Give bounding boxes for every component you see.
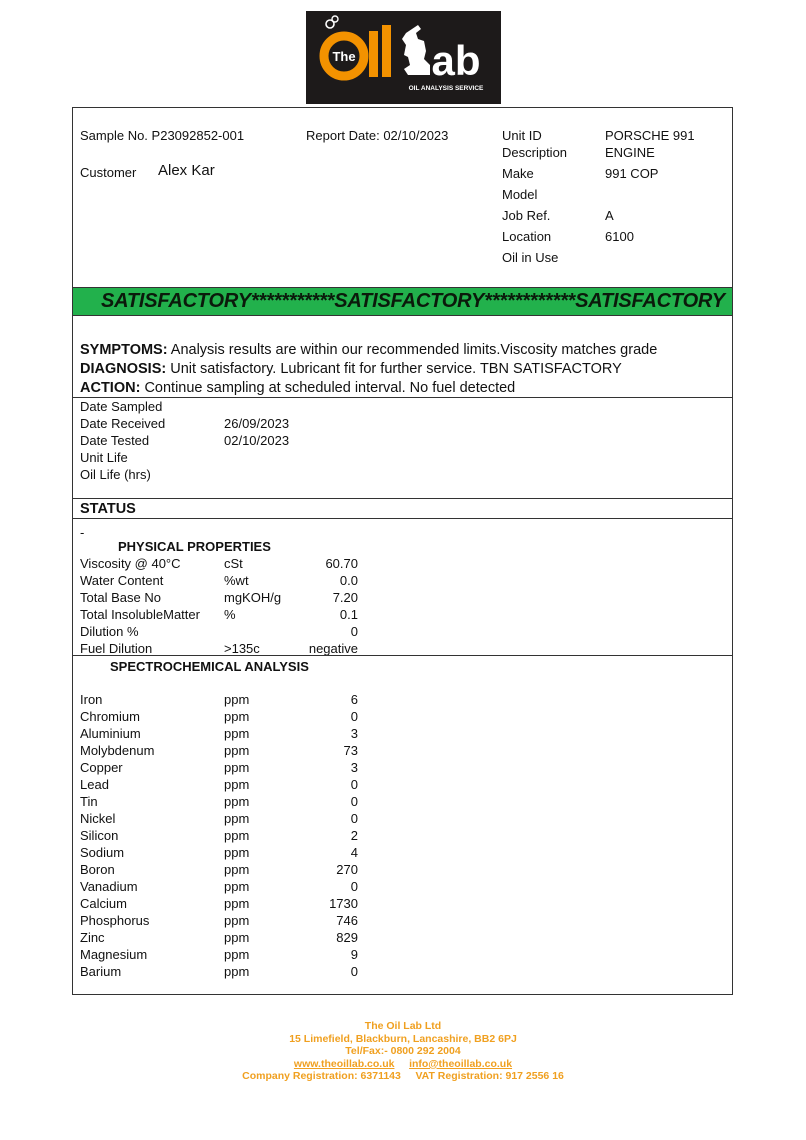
row-value: 0 xyxy=(350,709,358,724)
unit-id-value: PORSCHE 991 xyxy=(605,128,695,143)
row-value: 0.1 xyxy=(339,607,358,622)
row-unit: ppm xyxy=(224,811,250,826)
symptoms-text: Analysis results are within our recommended limits.Viscosity matches grade xyxy=(170,342,658,358)
oil-i xyxy=(369,31,378,77)
divider xyxy=(72,498,733,499)
row-label: Aluminium xyxy=(80,726,141,741)
row-label: Dilution % xyxy=(80,624,139,639)
footer-phone: Tel/Fax:- 0800 292 2004 xyxy=(345,1045,461,1058)
row-unit: ppm xyxy=(224,743,250,758)
logo-tagline: OIL ANALYSIS SERVICE xyxy=(408,85,484,92)
footer-links xyxy=(200,1058,606,1071)
row-unit: ppm xyxy=(224,964,250,979)
unit-life-label: Unit Life xyxy=(80,450,128,465)
row-value: negative xyxy=(308,641,358,656)
status-heading: STATUS xyxy=(80,501,136,517)
job-ref-value: A xyxy=(605,208,614,223)
row-unit: ppm xyxy=(224,913,250,928)
date-received-label: Date Received xyxy=(80,416,166,431)
diagnosis-text: Unit satisfactory. Lubricant fit for further service. TBN SATISFACTORY xyxy=(170,361,622,377)
row-label: Barium xyxy=(80,964,122,979)
row-value: 6 xyxy=(350,692,358,707)
logo-the: The xyxy=(332,49,356,64)
row-label: Chromium xyxy=(80,709,140,724)
row-unit: % xyxy=(224,607,236,622)
row-label: Water Content xyxy=(80,573,164,588)
divider xyxy=(72,655,733,656)
status-dash: - xyxy=(80,525,85,540)
row-unit: ppm xyxy=(224,947,250,962)
row-label: Fuel Dilution xyxy=(80,641,153,656)
row-value: 0 xyxy=(350,777,358,792)
footer xyxy=(200,1020,606,1083)
row-label: Phosphorus xyxy=(80,913,150,928)
symptoms-line xyxy=(80,341,657,360)
customer-name: Alex Kar xyxy=(158,162,215,179)
status-banner-text: SATISFACTORY***********SATISFACTORY************SATISFACTORY xyxy=(101,290,725,312)
row-unit: ppm xyxy=(224,726,250,741)
date-sampled-label: Date Sampled xyxy=(80,399,163,414)
row-unit: ppm xyxy=(224,828,250,843)
row-unit: ppm xyxy=(224,930,250,945)
date-received-value: 26/09/2023 xyxy=(224,416,290,431)
action-label: ACTION: xyxy=(80,380,141,396)
physical-properties-heading: PHYSICAL PROPERTIES xyxy=(118,539,271,554)
row-unit: ppm xyxy=(224,879,250,894)
row-value: 0 xyxy=(350,811,358,826)
logo-graphic xyxy=(306,11,501,104)
make-label: Make xyxy=(502,166,534,181)
row-unit: %wt xyxy=(224,573,249,588)
row-value: 0 xyxy=(350,879,358,894)
microscope-icon xyxy=(402,25,430,75)
row-label: Magnesium xyxy=(80,947,148,962)
row-value: 0 xyxy=(350,794,358,809)
report-date xyxy=(306,127,448,144)
oil-l xyxy=(382,25,391,77)
row-label: Total InsolubleMatter xyxy=(80,607,200,622)
row-label: Boron xyxy=(80,862,115,877)
divider xyxy=(72,518,733,519)
row-value: 746 xyxy=(336,913,358,928)
diagnosis-line xyxy=(80,360,657,379)
row-label: Zinc xyxy=(80,930,105,945)
row-value: 1730 xyxy=(329,896,358,911)
row-label: Iron xyxy=(80,692,103,707)
description-label: Description xyxy=(502,145,568,160)
row-label: Lead xyxy=(80,777,109,792)
vat-registration: VAT Registration: 917 2556 16 xyxy=(415,1070,564,1083)
row-label: Calcium xyxy=(80,896,127,911)
model-label: Model xyxy=(502,187,538,202)
row-value: 60.70 xyxy=(325,556,358,571)
customer-label: Customer xyxy=(80,165,137,180)
row-label: Tin xyxy=(80,794,98,809)
oil-life-label: Oil Life (hrs) xyxy=(80,467,151,482)
date-tested-value: 02/10/2023 xyxy=(224,433,290,448)
row-label: Vanadium xyxy=(80,879,138,894)
row-value: 0.0 xyxy=(339,573,358,588)
row-label: Molybdenum xyxy=(80,743,155,758)
report-date-value: 02/10/2023 xyxy=(383,128,449,143)
location-value: 6100 xyxy=(605,229,634,244)
website-link[interactable]: www.theoillab.co.uk xyxy=(293,1057,395,1070)
job-ref-label: Job Ref. xyxy=(502,208,551,223)
row-value: 7.20 xyxy=(332,590,358,605)
action-text: Continue sampling at scheduled interval. No fuel detected xyxy=(144,380,516,396)
report-date-label: Report Date: xyxy=(306,128,380,143)
row-unit: ppm xyxy=(224,692,250,707)
row-value: 0 xyxy=(350,964,358,979)
diagnosis-section xyxy=(80,341,657,398)
diagnosis-label: DIAGNOSIS: xyxy=(80,361,167,377)
date-tested-label: Date Tested xyxy=(80,433,150,448)
row-value: 270 xyxy=(336,862,358,877)
bubble-icon xyxy=(332,16,338,22)
row-value: 9 xyxy=(350,947,358,962)
row-value: 3 xyxy=(350,726,358,741)
unit-id-label: Unit ID xyxy=(502,128,542,143)
row-unit: ppm xyxy=(224,794,250,809)
logo-ab: ab xyxy=(431,37,481,84)
row-unit: ppm xyxy=(224,845,250,860)
row-unit: cSt xyxy=(224,556,243,571)
footer-address: 15 Limefield, Blackburn, Lancashire, BB2 6PJ xyxy=(289,1032,517,1045)
row-value: 3 xyxy=(350,760,358,775)
row-label: Viscosity @ 40°C xyxy=(80,556,181,571)
oil-in-use-label: Oil in Use xyxy=(502,250,559,265)
spectrochemical-heading: SPECTROCHEMICAL ANALYSIS xyxy=(110,659,309,674)
row-value: 0 xyxy=(350,624,358,639)
row-unit: ppm xyxy=(224,896,250,911)
row-unit: ppm xyxy=(224,777,250,792)
row-unit: ppm xyxy=(224,862,250,877)
footer-company: The Oil Lab Ltd xyxy=(364,1020,442,1032)
sample-number xyxy=(80,127,244,144)
description-value: ENGINE xyxy=(605,145,655,160)
sample-number-value: P23092852-001 xyxy=(151,128,245,143)
sample-number-label: Sample No. xyxy=(80,128,148,143)
oil-lab-logo xyxy=(306,11,501,104)
row-unit: ppm xyxy=(224,709,250,724)
action-line xyxy=(80,379,657,398)
row-value: 73 xyxy=(343,743,358,758)
row-value: 829 xyxy=(336,930,358,945)
status-banner xyxy=(73,287,732,316)
company-registration: Company Registration: 6371143 xyxy=(242,1070,401,1083)
row-unit: >135c xyxy=(224,641,260,656)
row-value: 4 xyxy=(350,845,358,860)
row-unit: mgKOH/g xyxy=(224,590,282,605)
location-label: Location xyxy=(502,229,552,244)
row-label: Sodium xyxy=(80,845,125,860)
row-unit: ppm xyxy=(224,760,250,775)
symptoms-label: SYMPTOMS: xyxy=(80,342,168,358)
row-label: Nickel xyxy=(80,811,116,826)
email-link[interactable]: info@theoillab.co.uk xyxy=(409,1057,513,1070)
row-label: Copper xyxy=(80,760,123,775)
make-value: 991 COP xyxy=(605,166,659,181)
divider xyxy=(72,397,733,398)
row-label: Total Base No xyxy=(80,590,161,605)
row-value: 2 xyxy=(350,828,358,843)
footer-registration xyxy=(200,1070,606,1083)
row-label: Silicon xyxy=(80,828,119,843)
